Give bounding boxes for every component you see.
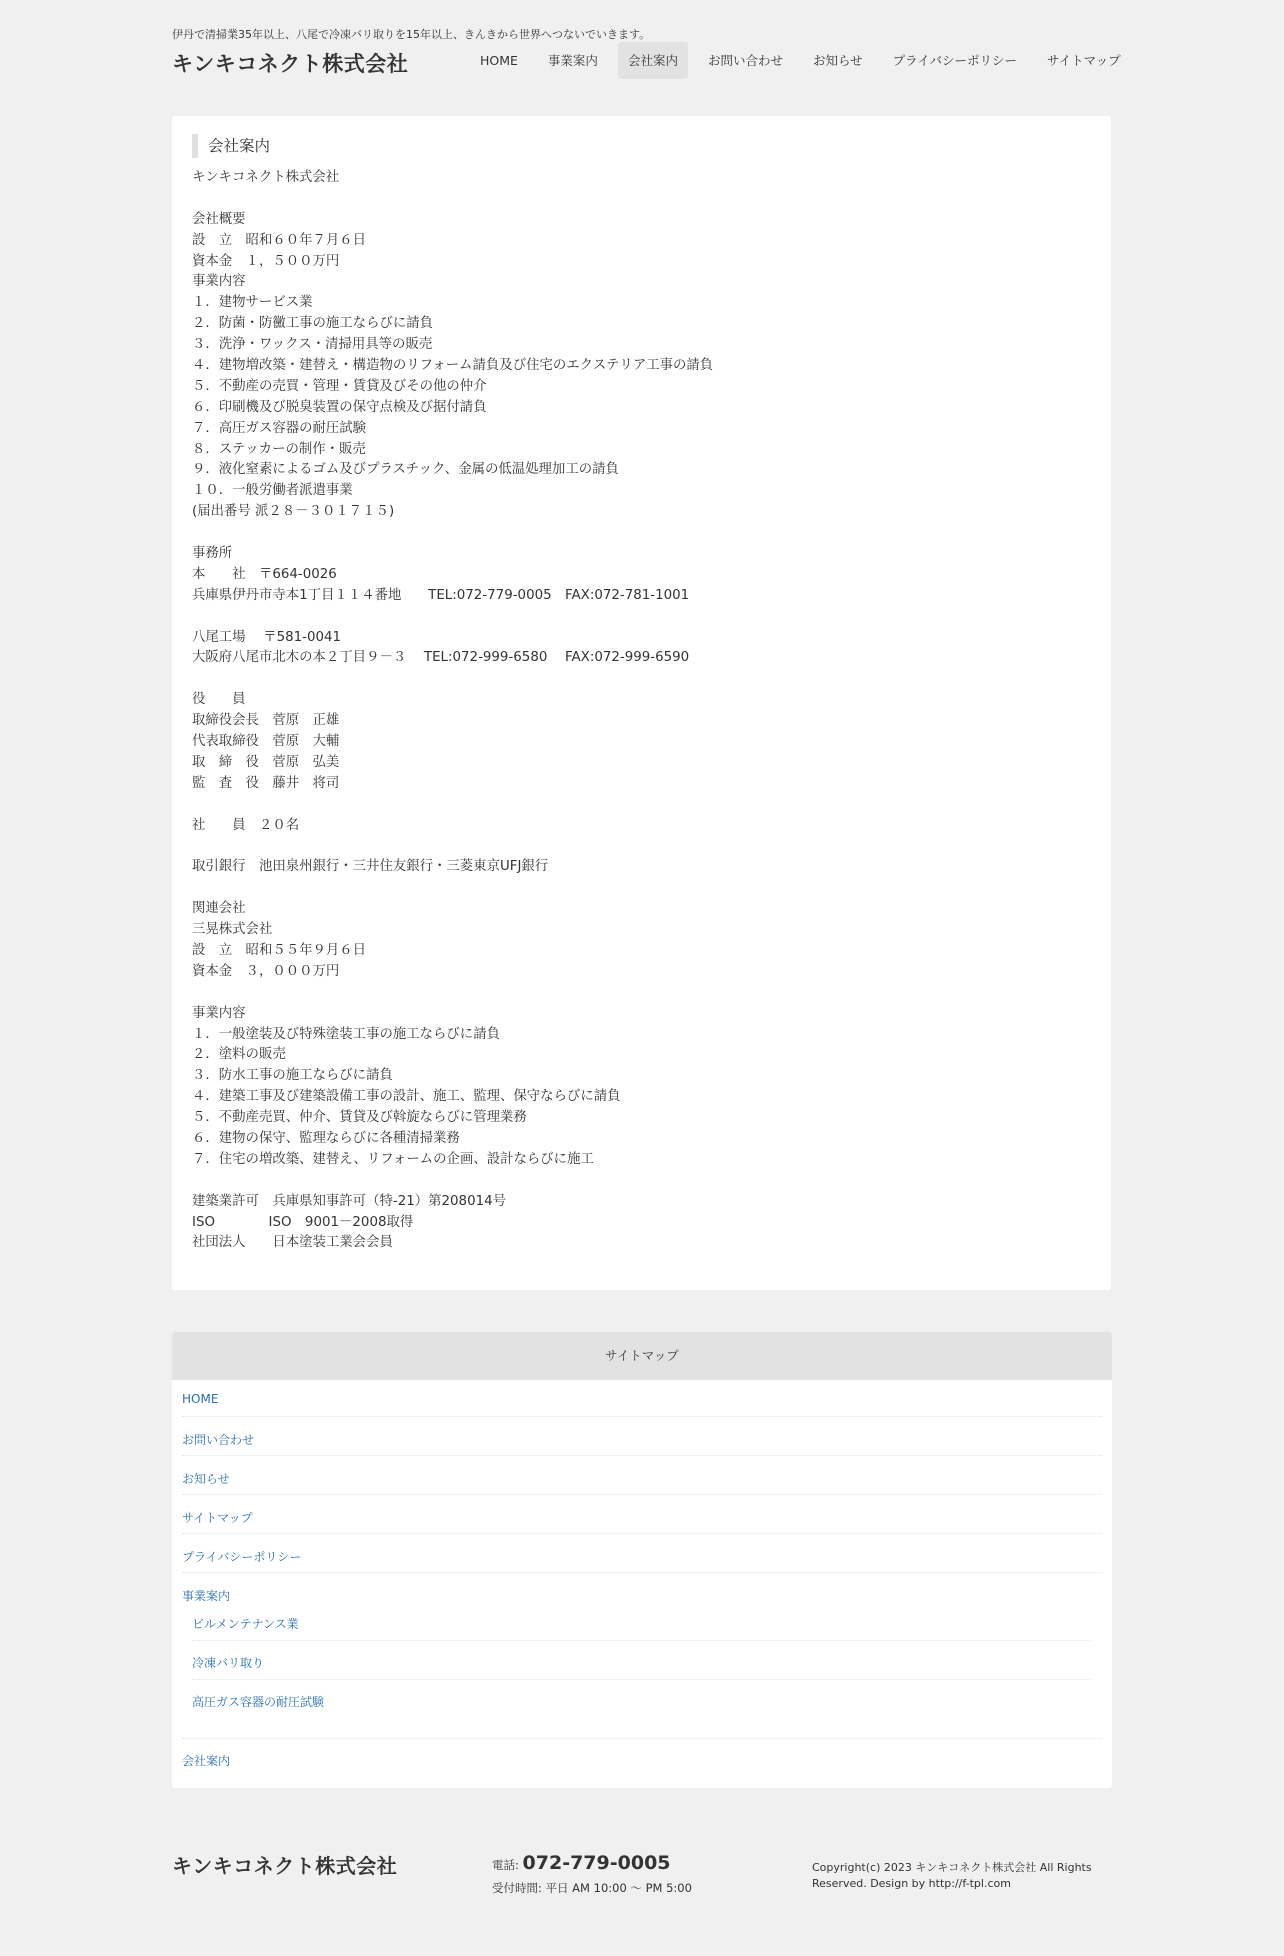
info-line: [192, 1171, 1092, 1192]
site-title[interactable]: キンキコネクト株式会社: [172, 52, 409, 76]
info-line: (届出番号 派２８－３０１７１５): [192, 504, 395, 520]
info-line: 関連会社: [192, 901, 246, 917]
main-nav: [465, 42, 1136, 79]
info-line: 役 員: [192, 692, 246, 708]
info-line: 資本金 ３，０００万円: [192, 963, 340, 979]
nav-company[interactable]: 会社案内: [618, 42, 688, 79]
divider: [182, 1455, 1102, 1456]
info-line: 本 社 〒664-0026: [192, 566, 337, 582]
sitemap-link-home[interactable]: HOME: [182, 1392, 219, 1406]
sitemap-link-contact[interactable]: お問い合わせ: [182, 1433, 255, 1447]
divider: [192, 1679, 1092, 1680]
info-line: ３．洗浄・ワックス・清掃用具等の販売: [192, 337, 433, 353]
info-line: 社団法人 日本塗装工業会会員: [192, 1235, 393, 1251]
info-line: [192, 607, 1092, 628]
info-line: 設 立 昭和６０年７月６日: [192, 232, 367, 248]
info-line: ９．液化窒素によるゴム及びプラスチック、金属の低温処理加工の請負: [192, 462, 619, 478]
sitemap-link-business[interactable]: 事業案内: [182, 1589, 231, 1603]
info-line: 八尾工場 〒581-0041: [192, 629, 342, 645]
nav-contact[interactable]: お問い合わせ: [707, 53, 783, 68]
phone-label: 電話:: [492, 1858, 523, 1872]
sitemap-title: サイトマップ: [172, 1332, 1112, 1380]
info-line: ８．ステッカーの制作・販売: [192, 441, 366, 457]
divider: [192, 1640, 1092, 1641]
info-line: ４．建築工事及び建築設備工事の設計、施工、監理、保守ならびに請負: [192, 1089, 621, 1105]
info-line: [192, 837, 1092, 858]
content-panel: [172, 116, 1111, 1290]
sitemap-link-sitemap[interactable]: サイトマップ: [182, 1511, 253, 1525]
info-line: 建築業許可 兵庫県知事許可（特-21）第208014号: [192, 1193, 507, 1209]
info-line: 会社概要: [192, 211, 246, 227]
footer-site-title[interactable]: キンキコネクト株式会社: [172, 1854, 398, 1878]
info-line: 兵庫県伊丹市寺本1丁目１１４番地 TEL:072-779-0005 FAX:072-781-1001: [192, 587, 690, 603]
info-line: [192, 523, 1092, 544]
info-line: ５．不動産売買、仲介、賃貸及び斡旋ならびに管理業務: [192, 1110, 527, 1126]
divider: [182, 1416, 1102, 1417]
phone-number: 072-779-0005: [522, 1852, 671, 1874]
footer-phone: [492, 1852, 671, 1874]
info-line: 取 締 役 菅原 弘美: [192, 754, 340, 770]
info-line: ４．建物増改築・建替え・構造物のリフォーム請負及び住宅のエクステリア工事の請負: [192, 358, 714, 374]
info-line: 三晃株式会社: [192, 922, 273, 938]
info-line: [192, 189, 1092, 210]
info-line: ６．建物の保守、監理ならびに各種清掃業務: [192, 1130, 460, 1146]
info-line: ６．印刷機及び脱臭装置の保守点検及び据付請負: [192, 399, 487, 415]
info-line: １．一般塗装及び特殊塗装工事の施工ならびに請負: [192, 1026, 500, 1042]
info-line: 代表取締役 菅原 大輔: [192, 734, 340, 750]
sitemap-link-news[interactable]: お知らせ: [182, 1472, 230, 1486]
nav-privacy[interactable]: プライバシーポリシー: [892, 53, 1017, 68]
info-line: ISO ISO 9001－2008取得: [192, 1214, 414, 1230]
nav-news[interactable]: お知らせ: [812, 53, 863, 68]
site-tagline: 伊丹で清掃業35年以上、八尾で冷凍バリ取りを15年以上、きんきから世界へつないでいきます。: [172, 28, 651, 41]
divider: [182, 1738, 1102, 1739]
info-line: １０．一般労働者派遣事業: [192, 483, 353, 499]
nav-sitemap[interactable]: サイトマップ: [1047, 53, 1121, 68]
info-line: 取締役会長 菅原 正雄: [192, 713, 340, 729]
divider: [182, 1572, 1102, 1573]
divider: [182, 1533, 1102, 1534]
info-line: ３．防水工事の施工ならびに請負: [192, 1068, 393, 1084]
divider: [182, 1494, 1102, 1495]
info-line: [192, 669, 1092, 690]
info-line: 取引銀行 池田泉州銀行・三井住友銀行・三菱東京UFJ銀行: [192, 859, 549, 875]
info-line: [192, 795, 1092, 816]
info-line: [192, 983, 1092, 1004]
nav-business[interactable]: 事業案内: [547, 53, 598, 68]
sitemap-link-privacy[interactable]: プライバシーポリシー: [182, 1550, 302, 1564]
info-line: [192, 878, 1092, 899]
info-line: 監 査 役 藤井 将司: [192, 775, 340, 791]
sitemap-sublink-pressure-test[interactable]: 高圧ガス容器の耐圧試験: [192, 1695, 325, 1709]
info-line: ５．不動産の売買・管理・賃貸及びその他の仲介: [192, 378, 487, 394]
info-line: 事業内容: [192, 274, 246, 290]
sitemap-sublink-cryogenic-deburring[interactable]: 冷凍バリ取り: [192, 1656, 265, 1670]
footer-copyright: Copyright(c) 2023 キンキコネクト株式会社 All Rights Reserved. Design by http://f-tpl.com: [812, 1861, 1092, 1890]
info-line: １．建物サービス業: [192, 295, 313, 311]
info-line: 社 員 ２０名: [192, 817, 300, 833]
nav-home[interactable]: HOME: [480, 53, 518, 68]
footer-hours: 受付時間: 平日 AM 10:00 〜 PM 5:00: [492, 1881, 692, 1895]
info-line: 事業内容: [192, 1005, 246, 1021]
info-line: ２．塗料の販売: [192, 1047, 286, 1063]
info-line: ２．防菌・防黴工事の施工ならびに請負: [192, 316, 434, 332]
sitemap-sublink-building-maintenance[interactable]: ビルメンテナンス業: [192, 1617, 299, 1631]
info-line: ７．高圧ガス容器の耐圧試験: [192, 420, 367, 436]
page-heading: 会社案内: [192, 134, 270, 158]
info-line: 資本金 １，５００万円: [192, 253, 340, 269]
info-line: キンキコネクト株式会社: [192, 170, 340, 185]
company-info-body: [192, 168, 1092, 1254]
info-line: 設 立 昭和５５年９月６日: [192, 942, 367, 958]
info-line: 事務所: [192, 546, 233, 562]
sitemap-panel: [172, 1332, 1112, 1788]
info-line: 大阪府八尾市北木の本２丁目９－３ TEL:072-999-6580 FAX:072-999-6590: [192, 650, 690, 666]
sitemap-link-company[interactable]: 会社案内: [182, 1754, 231, 1768]
info-line: ７．住宅の増改築、建替え、リフォームの企画、設計ならびに施工: [192, 1151, 594, 1167]
